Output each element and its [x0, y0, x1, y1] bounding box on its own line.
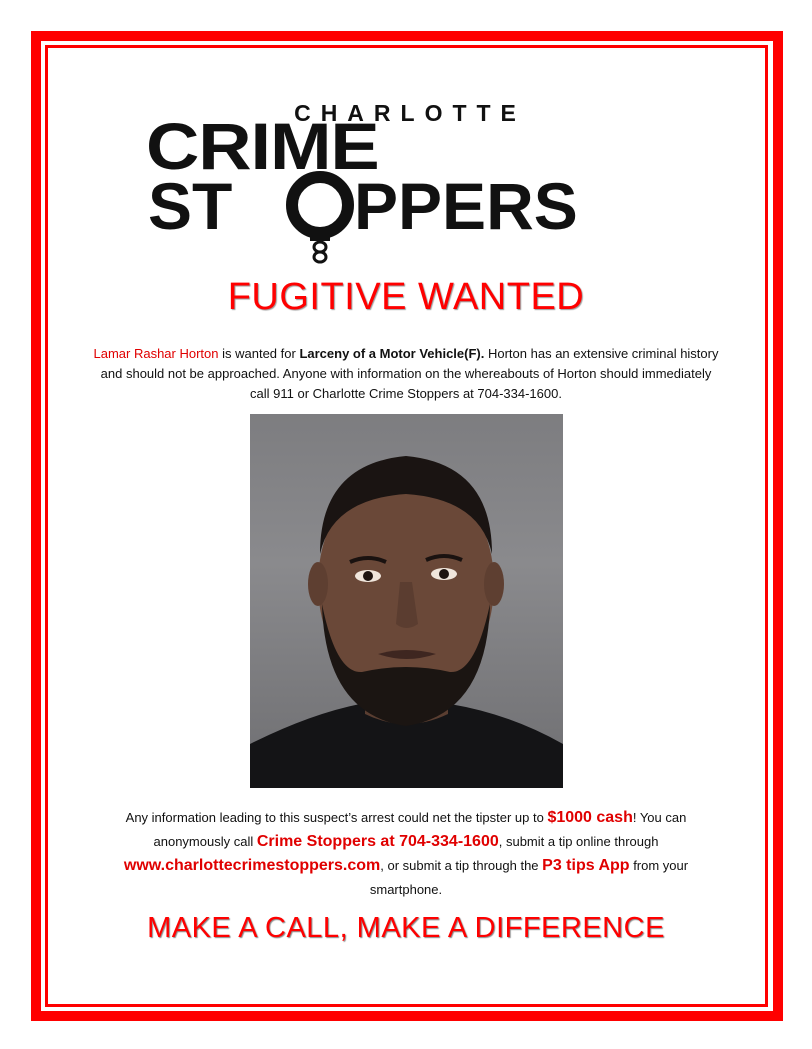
- p3-tips-app-link[interactable]: P3 tips App: [542, 857, 630, 874]
- logo-stoppers-text: [148, 169, 688, 255]
- fugitive-wanted-heading: FUGITIVE WANTED: [227, 276, 585, 318]
- logo-charlotte-text: CHARLOTTE: [294, 100, 526, 126]
- reward-amount: $1000 cash: [547, 809, 633, 826]
- logo-ppers-text: PPERS: [354, 169, 578, 243]
- logo-crime-text: CRIME: [146, 109, 379, 183]
- intro-text-2: Horton has an extensive criminal history and should not be approached. Anyone with information on the whereabouts of Horton should immediately call 911 or Charlotte Crime Stoppers at 704-334-1600.: [100, 346, 719, 401]
- reward-text-3: , submit a tip online through: [498, 834, 659, 849]
- reward-text-2: ! You can anonymously call: [153, 810, 687, 849]
- charge-text: Larceny of a Motor Vehicle(F).: [299, 346, 485, 361]
- slogan-heading: MAKE A CALL, MAKE A DIFFERENCE: [147, 912, 665, 944]
- handcuff-icon: [292, 177, 348, 262]
- logo-st-text: ST: [148, 169, 233, 243]
- crime-stoppers-logo: [140, 95, 680, 265]
- suspect-name: Lamar Rashar Horton: [93, 346, 219, 361]
- suspect-mugshot-photo: [250, 414, 563, 788]
- intro-text-1: is wanted for: [218, 346, 300, 361]
- website-link[interactable]: www.charlottecrimestoppers.com: [123, 857, 381, 874]
- reward-paragraph: [96, 806, 716, 902]
- reward-text-5: from your smartphone.: [369, 858, 689, 897]
- reward-text-1: Any information leading to this suspect’s arrest could net the tipster up to: [125, 810, 548, 825]
- intro-paragraph: [90, 344, 722, 404]
- reward-text-4: , or submit a tip through the: [380, 858, 543, 873]
- call-crime-stoppers-link[interactable]: Crime Stoppers at 704-334-1600: [256, 833, 499, 850]
